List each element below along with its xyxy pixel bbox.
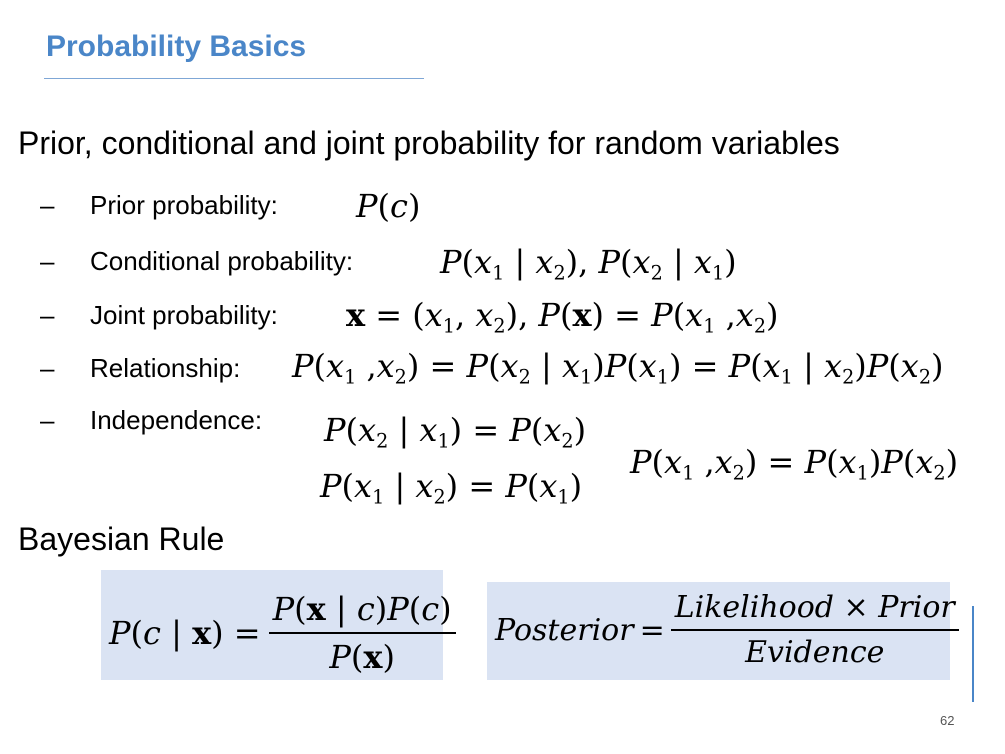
section-heading: Prior, conditional and joint probability for random variables [18, 125, 840, 161]
bayes-heading: Bayesian Rule [18, 521, 225, 557]
bullet-dash: – [40, 190, 55, 220]
formula-independence-joint: $P(x_1$ $,x_2) = P(x_1)P(x_2)$ [630, 443, 959, 485]
bayes-formula-box [101, 570, 452, 680]
bullet-dash: – [40, 246, 55, 276]
bullet-dash: – [40, 300, 55, 330]
formula-relationship: $P(x_1$ $,x_2) = P(x_2$ | $x_1)P(x_1) = P(x_1$ | $x_2)P(x_2)$ [292, 347, 944, 389]
bullet-dash: – [40, 353, 55, 383]
posterior-formula: Posterior = $\frac{\text{Likelihood × Prior}}{\text{Evidence}}$ [495, 590, 959, 670]
bullet-label-conditional: Conditional probability: [90, 246, 354, 276]
formula-independence-1: $P(x_2$ | $x_1) = P(x_2)$ [324, 411, 587, 453]
formula-conditional: $P(x_1$ | $x_2$), $P(x_2$ | $x_1$) [440, 243, 737, 285]
bayes-formula: P(c | x) = $\frac{P(x | c)P(c)}{P(x)}$ [109, 590, 456, 676]
bullet-label-relationship: Relationship: [90, 353, 241, 383]
slide-title: Probability Basics [46, 30, 307, 63]
formula-prior: P(c) [356, 187, 421, 225]
posterior-denominator: Evidence [745, 635, 885, 670]
posterior-formula-box [487, 582, 955, 680]
bullet-label-joint: Joint probability: [90, 300, 278, 330]
formula-independence-2: $P(x_1$ | $x_2) = P(x_1)$ [320, 467, 583, 509]
posterior-numerator: Likelihood × Prior [671, 590, 959, 631]
bullet-label-independence: Independence: [90, 405, 263, 435]
title-underline [44, 78, 424, 79]
formula-joint: $x = (x_1$, $x_2$), $P(x) = P(x_1$ $,x_2$) [346, 296, 779, 338]
page-number: 62 [940, 713, 955, 728]
bullet-label-prior: Prior probability: [90, 190, 278, 220]
bullet-dash: – [40, 405, 55, 435]
decorative-vertical-line [972, 606, 974, 702]
posterior-lhs: Posterior [495, 612, 634, 648]
